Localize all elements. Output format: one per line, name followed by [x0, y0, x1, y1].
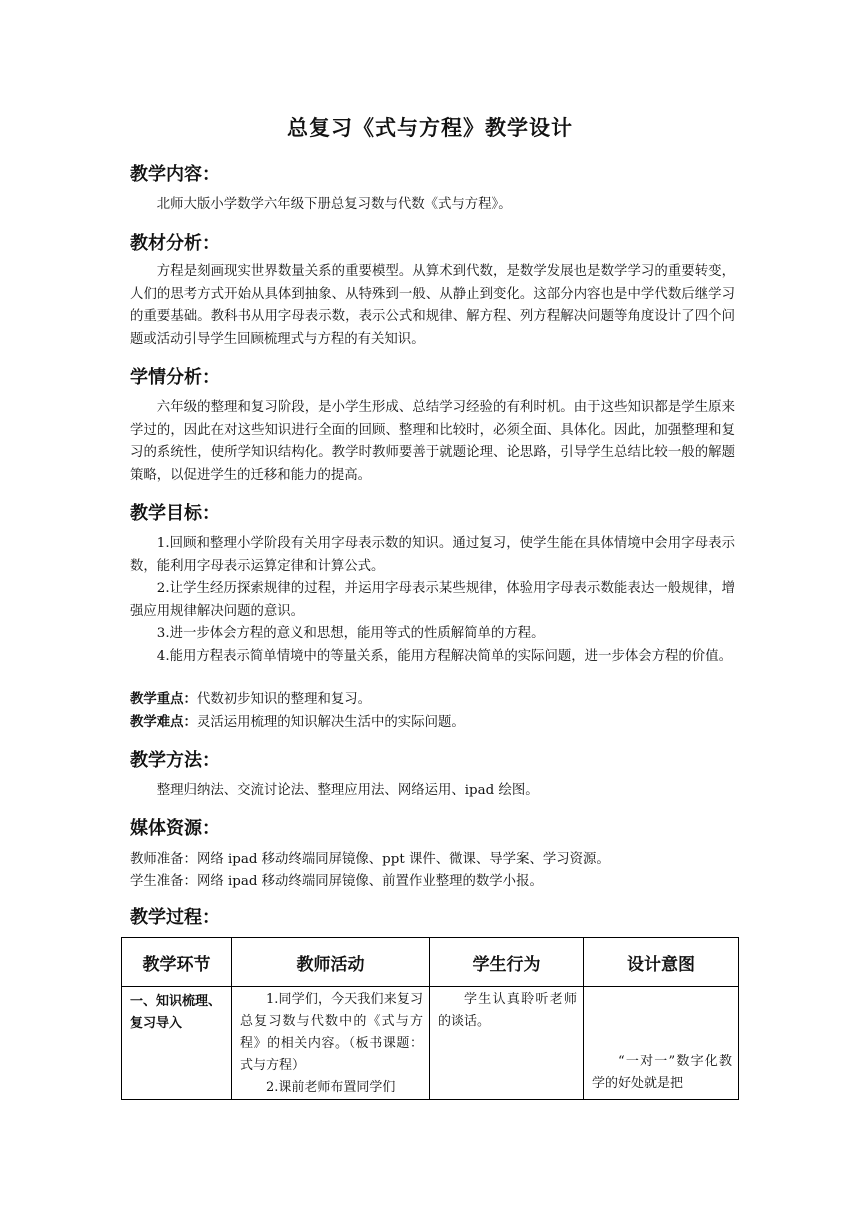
cell-design-intent [584, 987, 739, 1100]
cell-student-behavior [430, 987, 584, 1100]
paragraph-learner-analysis: 六年级的整理和复习阶段，是小学生形成、总结学习经验的有利时机。由于这些知识都是学生原来学过的，因此在对这些知识进行全面的回顾、整理和比较时，必须全面、具体化。因此，加强整理和复习的系统性，使所学知识结构化。教学时教师要善于就题论理、论思路，引导学生总结比较一般的解题策略，以促进学生的迁移和能力的提高。 [130, 400, 735, 483]
heading-media-resources: 媒体资源： [130, 818, 220, 839]
paragraph-teaching-methods: 整理归纳法、交流讨论法、整理应用法、网络运用、ipad 绘图。 [156, 783, 539, 798]
paragraph-textbook-analysis: 方程是刻画现实世界数量关系的重要模型。从算术到代数，是数学发展也是数学学习的重要转变，人们的思考方式开始从具体到抽象、从特殊到一般、从静止到变化。这部分内容也是中学代数后继学习的重要基础。教科书从用字母表示数，表示公式和规律、解方程、列方程解决问题等角度设计了四个问题或活动引导学生回顾梳理式与方程的有关知识。 [130, 264, 735, 347]
key-point-line [130, 689, 371, 711]
goal-item-4: 4.能用方程表示简单情境中的等量关系，能用方程解决简单的实际问题，进一步体会方程的价值。 [156, 649, 732, 664]
header-design-intent: 设计意图 [584, 938, 739, 987]
paragraph-teaching-content: 北师大版小学数学六年级下册总复习数与代数《式与方程》。 [156, 197, 512, 212]
difficulty-label: 教学难点： [130, 715, 197, 730]
cell-teacher-activity [232, 987, 430, 1100]
document-title: 总复习《式与方程》教学设计 [287, 116, 573, 140]
student-behavior-text: 学生认真聆听老师的谈话。 [438, 992, 577, 1029]
key-point-label: 教学重点： [130, 692, 197, 707]
heading-teaching-goals: 教学目标： [130, 503, 220, 524]
goal-item-1: 1.回顾和整理小学阶段有关用字母表示数的知识。通过复习，使学生能在具体情境中会用字母表示数，能利用字母表示运算定律和计算公式。 [130, 536, 735, 574]
heading-textbook-analysis: 教材分析： [130, 233, 220, 254]
table-row [122, 987, 739, 1100]
design-intent-text: “一对一”数字化教学的好处就是把 [592, 1054, 732, 1091]
stage-text: 一、知识梳理、复习导入 [130, 994, 222, 1031]
header-stage: 教学环节 [122, 938, 232, 987]
table-header-row [122, 938, 739, 987]
header-student-behavior: 学生行为 [430, 938, 584, 987]
teaching-process-table [121, 937, 739, 1100]
teacher-activity-text [232, 987, 429, 1099]
key-point-text: 代数初步知识的整理和复习。 [196, 692, 372, 707]
media-student-prep: 学生准备：网络 ipad 移动终端同屏镜像、前置作业整理的数学小报。 [130, 874, 543, 889]
goal-item-3: 3.进一步体会方程的意义和思想，能用等式的性质解简单的方程。 [156, 626, 545, 641]
teacher-activity-line-1: 1.同学们，今天我们来复习总复习数与代数中的《式与方程》的相关内容。（板书课题：式与方程） [240, 992, 423, 1073]
heading-teaching-methods: 教学方法： [130, 750, 220, 771]
difficulty-text: 灵活运用梳理的知识解决生活中的实际问题。 [196, 715, 465, 730]
goal-item-2: 2.让学生经历探索规律的过程，并运用字母表示某些规律，体验用字母表示数能表达一般规律，增强应用规律解决问题的意识。 [130, 581, 735, 619]
heading-learner-analysis: 学情分析： [130, 367, 220, 388]
media-teacher-prep: 教师准备：网络 ipad 移动终端同屏镜像、ppt 课件、微课、导学案、学习资源。 [130, 852, 610, 867]
heading-teaching-process: 教学过程： [130, 907, 220, 928]
cell-stage [122, 987, 232, 1100]
difficulty-line [130, 712, 465, 734]
header-teacher-activity: 教师活动 [232, 938, 430, 987]
teacher-activity-line-2: 2.课前老师布置同学们 [266, 1080, 396, 1095]
heading-teaching-content: 教学内容： [130, 164, 220, 185]
